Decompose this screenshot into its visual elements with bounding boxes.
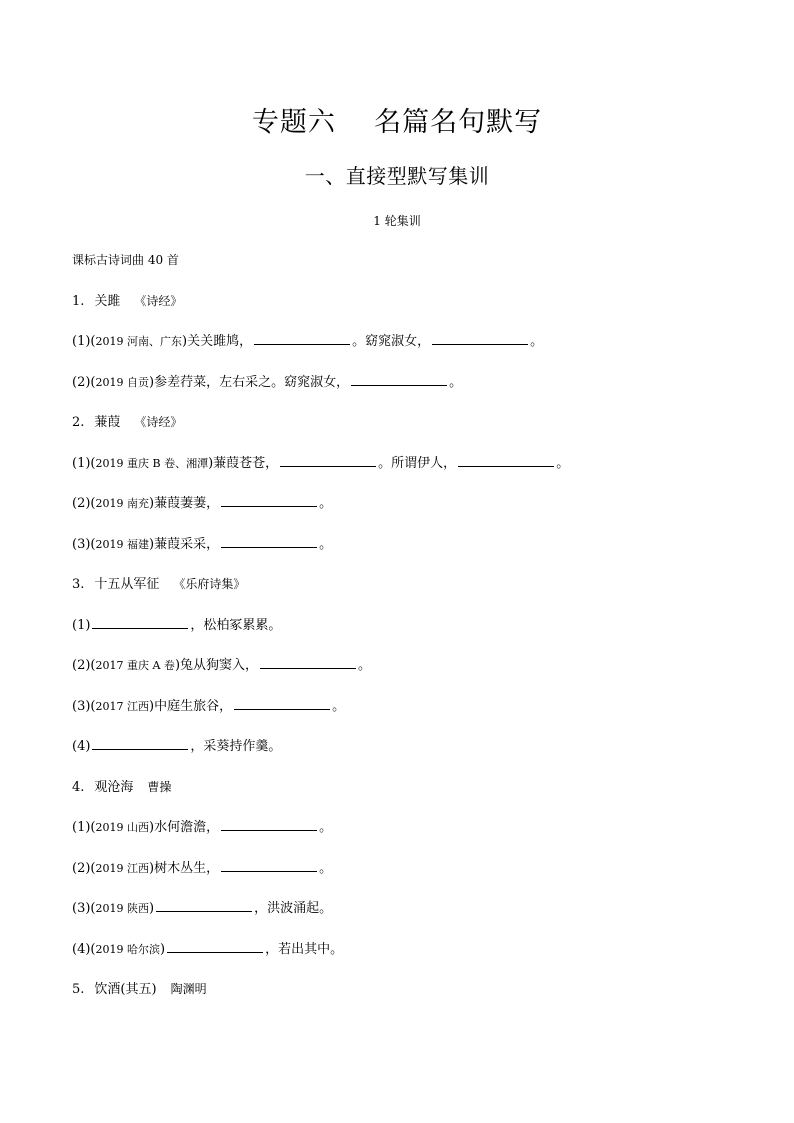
answer-blank[interactable] [221, 534, 317, 548]
verse-text: 蒹葭萋萋， [154, 496, 220, 511]
round-label: 1 轮集训 [373, 214, 421, 228]
verse-text: 参差荇菜，左右采之。窈窕淑女， [154, 374, 350, 390]
verse-text: 。 [449, 374, 463, 390]
exam-source: 2019 自贡 [95, 375, 149, 389]
answer-blank[interactable] [351, 372, 447, 386]
verse-text: 。 [319, 860, 333, 876]
poem-name: 观沧海 [94, 779, 134, 795]
question-number-close: ) [149, 374, 155, 390]
question-number-close: ) [149, 860, 155, 876]
verse-text: 。 [319, 496, 333, 511]
poem-heading [72, 979, 732, 999]
question-number-close: ) [149, 901, 155, 916]
answer-blank[interactable] [167, 939, 263, 953]
poem-number: 3. [72, 577, 85, 592]
question-line [72, 817, 732, 837]
question-number-close: ) [174, 658, 181, 673]
answer-blank[interactable] [234, 696, 330, 710]
answer-blank[interactable] [221, 493, 317, 507]
answer-blank[interactable] [280, 453, 376, 467]
question-line [72, 696, 732, 716]
question-number: (3)( [72, 901, 96, 916]
question-line [72, 858, 732, 878]
question-number-close: ) [208, 455, 214, 471]
answer-blank[interactable] [156, 898, 252, 912]
verse-text: ，松柏冢累累。 [190, 617, 282, 633]
section-subtitle: 一、直接型默写集训 [304, 164, 490, 188]
question-number: (3)( [72, 536, 96, 552]
verse-text: 兔从狗窦入， [180, 658, 259, 673]
exam-source: 2019 河南、广东 [95, 335, 182, 348]
verse-text: 。 [556, 455, 570, 471]
category-heading: 课标古诗词曲 40 首 [72, 253, 179, 267]
poem-name: 蒹葭 [94, 415, 121, 430]
verse-text: 关关雎鸠， [187, 334, 253, 349]
poem-source: 曹操 [147, 779, 172, 794]
poem-source: 陶渊明 [170, 982, 207, 996]
poem-heading [72, 574, 732, 594]
question-number: (1)( [72, 820, 96, 835]
exam-source: 2019 哈尔滨 [95, 942, 160, 956]
poem-name: 关雎 [94, 293, 121, 309]
answer-blank[interactable] [92, 736, 188, 750]
verse-text: 水何澹澹， [154, 820, 220, 835]
question-number: (4) [72, 739, 91, 754]
exam-source: 2019 江西 [95, 861, 149, 875]
question-number-close: ) [149, 820, 155, 835]
question-line [72, 898, 732, 918]
answer-blank[interactable] [260, 655, 356, 669]
exam-source: 2019 重庆 B 卷、湘潭 [95, 456, 209, 470]
question-line [72, 615, 732, 635]
page-title: 专题六 名篇名句默写 [251, 107, 543, 138]
poem-number: 1. [72, 293, 85, 309]
verse-text: 中庭生旅谷， [154, 698, 233, 714]
poem-source: 《诗经》 [134, 293, 183, 308]
question-list [72, 291, 732, 1000]
question-number: (1) [72, 617, 91, 633]
verse-text: 。 [319, 820, 333, 835]
question-number: (2)( [72, 860, 96, 876]
poem-number: 4. [72, 779, 85, 795]
question-line [72, 372, 732, 392]
exam-source: 2017 江西 [95, 699, 149, 713]
question-content [72, 250, 732, 1020]
exam-source: 2019 南充 [95, 497, 149, 510]
poem-heading [72, 291, 732, 311]
verse-text: ，采葵持作羹。 [190, 739, 282, 754]
poem-source: 《乐府诗集》 [173, 577, 246, 591]
verse-text: 。所谓伊人， [378, 455, 457, 471]
question-number: (1)( [72, 455, 96, 471]
poem-number: 2. [72, 415, 85, 430]
exam-source: 2017 重庆 A 卷 [95, 659, 175, 672]
question-number: (2)( [72, 496, 96, 511]
poem-heading [72, 412, 732, 432]
exam-source: 2019 山西 [95, 821, 149, 834]
poem-heading [72, 777, 732, 797]
question-line [72, 655, 732, 675]
answer-blank[interactable] [254, 331, 350, 345]
question-line [72, 534, 732, 554]
question-number: (4)( [72, 941, 96, 957]
question-number-close: ) [149, 496, 155, 511]
exam-source: 2019 福建 [95, 537, 149, 551]
exam-source: 2019 陕西 [95, 902, 149, 915]
verse-text: 。 [332, 698, 346, 714]
question-line [72, 736, 732, 756]
question-number: (3)( [72, 698, 96, 714]
verse-text: 。 [358, 658, 372, 673]
answer-blank[interactable] [221, 817, 317, 831]
question-number: (1)( [72, 334, 96, 349]
verse-text: 树木丛生， [154, 860, 220, 876]
question-number-close: ) [160, 941, 166, 957]
verse-text: ，洪波涌起。 [254, 901, 333, 916]
question-number-close: ) [149, 698, 155, 714]
answer-blank[interactable] [92, 615, 188, 629]
poem-name: 十五从军征 [94, 577, 160, 592]
verse-text: 。窈窕淑女， [352, 334, 431, 349]
verse-text: 蒹葭采采， [154, 536, 220, 552]
answer-blank[interactable] [458, 453, 554, 467]
answer-blank[interactable] [221, 858, 317, 872]
question-number: (2)( [72, 658, 96, 673]
question-line [72, 939, 732, 959]
poem-name: 饮酒(其五) [94, 982, 157, 997]
verse-text: 蒹葭苍苍， [213, 455, 279, 471]
verse-text: 。 [319, 536, 333, 552]
poem-number: 5. [72, 982, 85, 997]
question-line [72, 331, 732, 351]
question-line [72, 453, 732, 473]
verse-text: ，若出其中。 [265, 941, 344, 957]
verse-text: 。 [530, 334, 544, 349]
question-number-close: ) [149, 536, 155, 552]
poem-source: 《诗经》 [134, 415, 183, 429]
question-line [72, 493, 732, 513]
question-number: (2)( [72, 374, 96, 390]
answer-blank[interactable] [432, 331, 528, 345]
question-number-close: ) [182, 334, 188, 349]
